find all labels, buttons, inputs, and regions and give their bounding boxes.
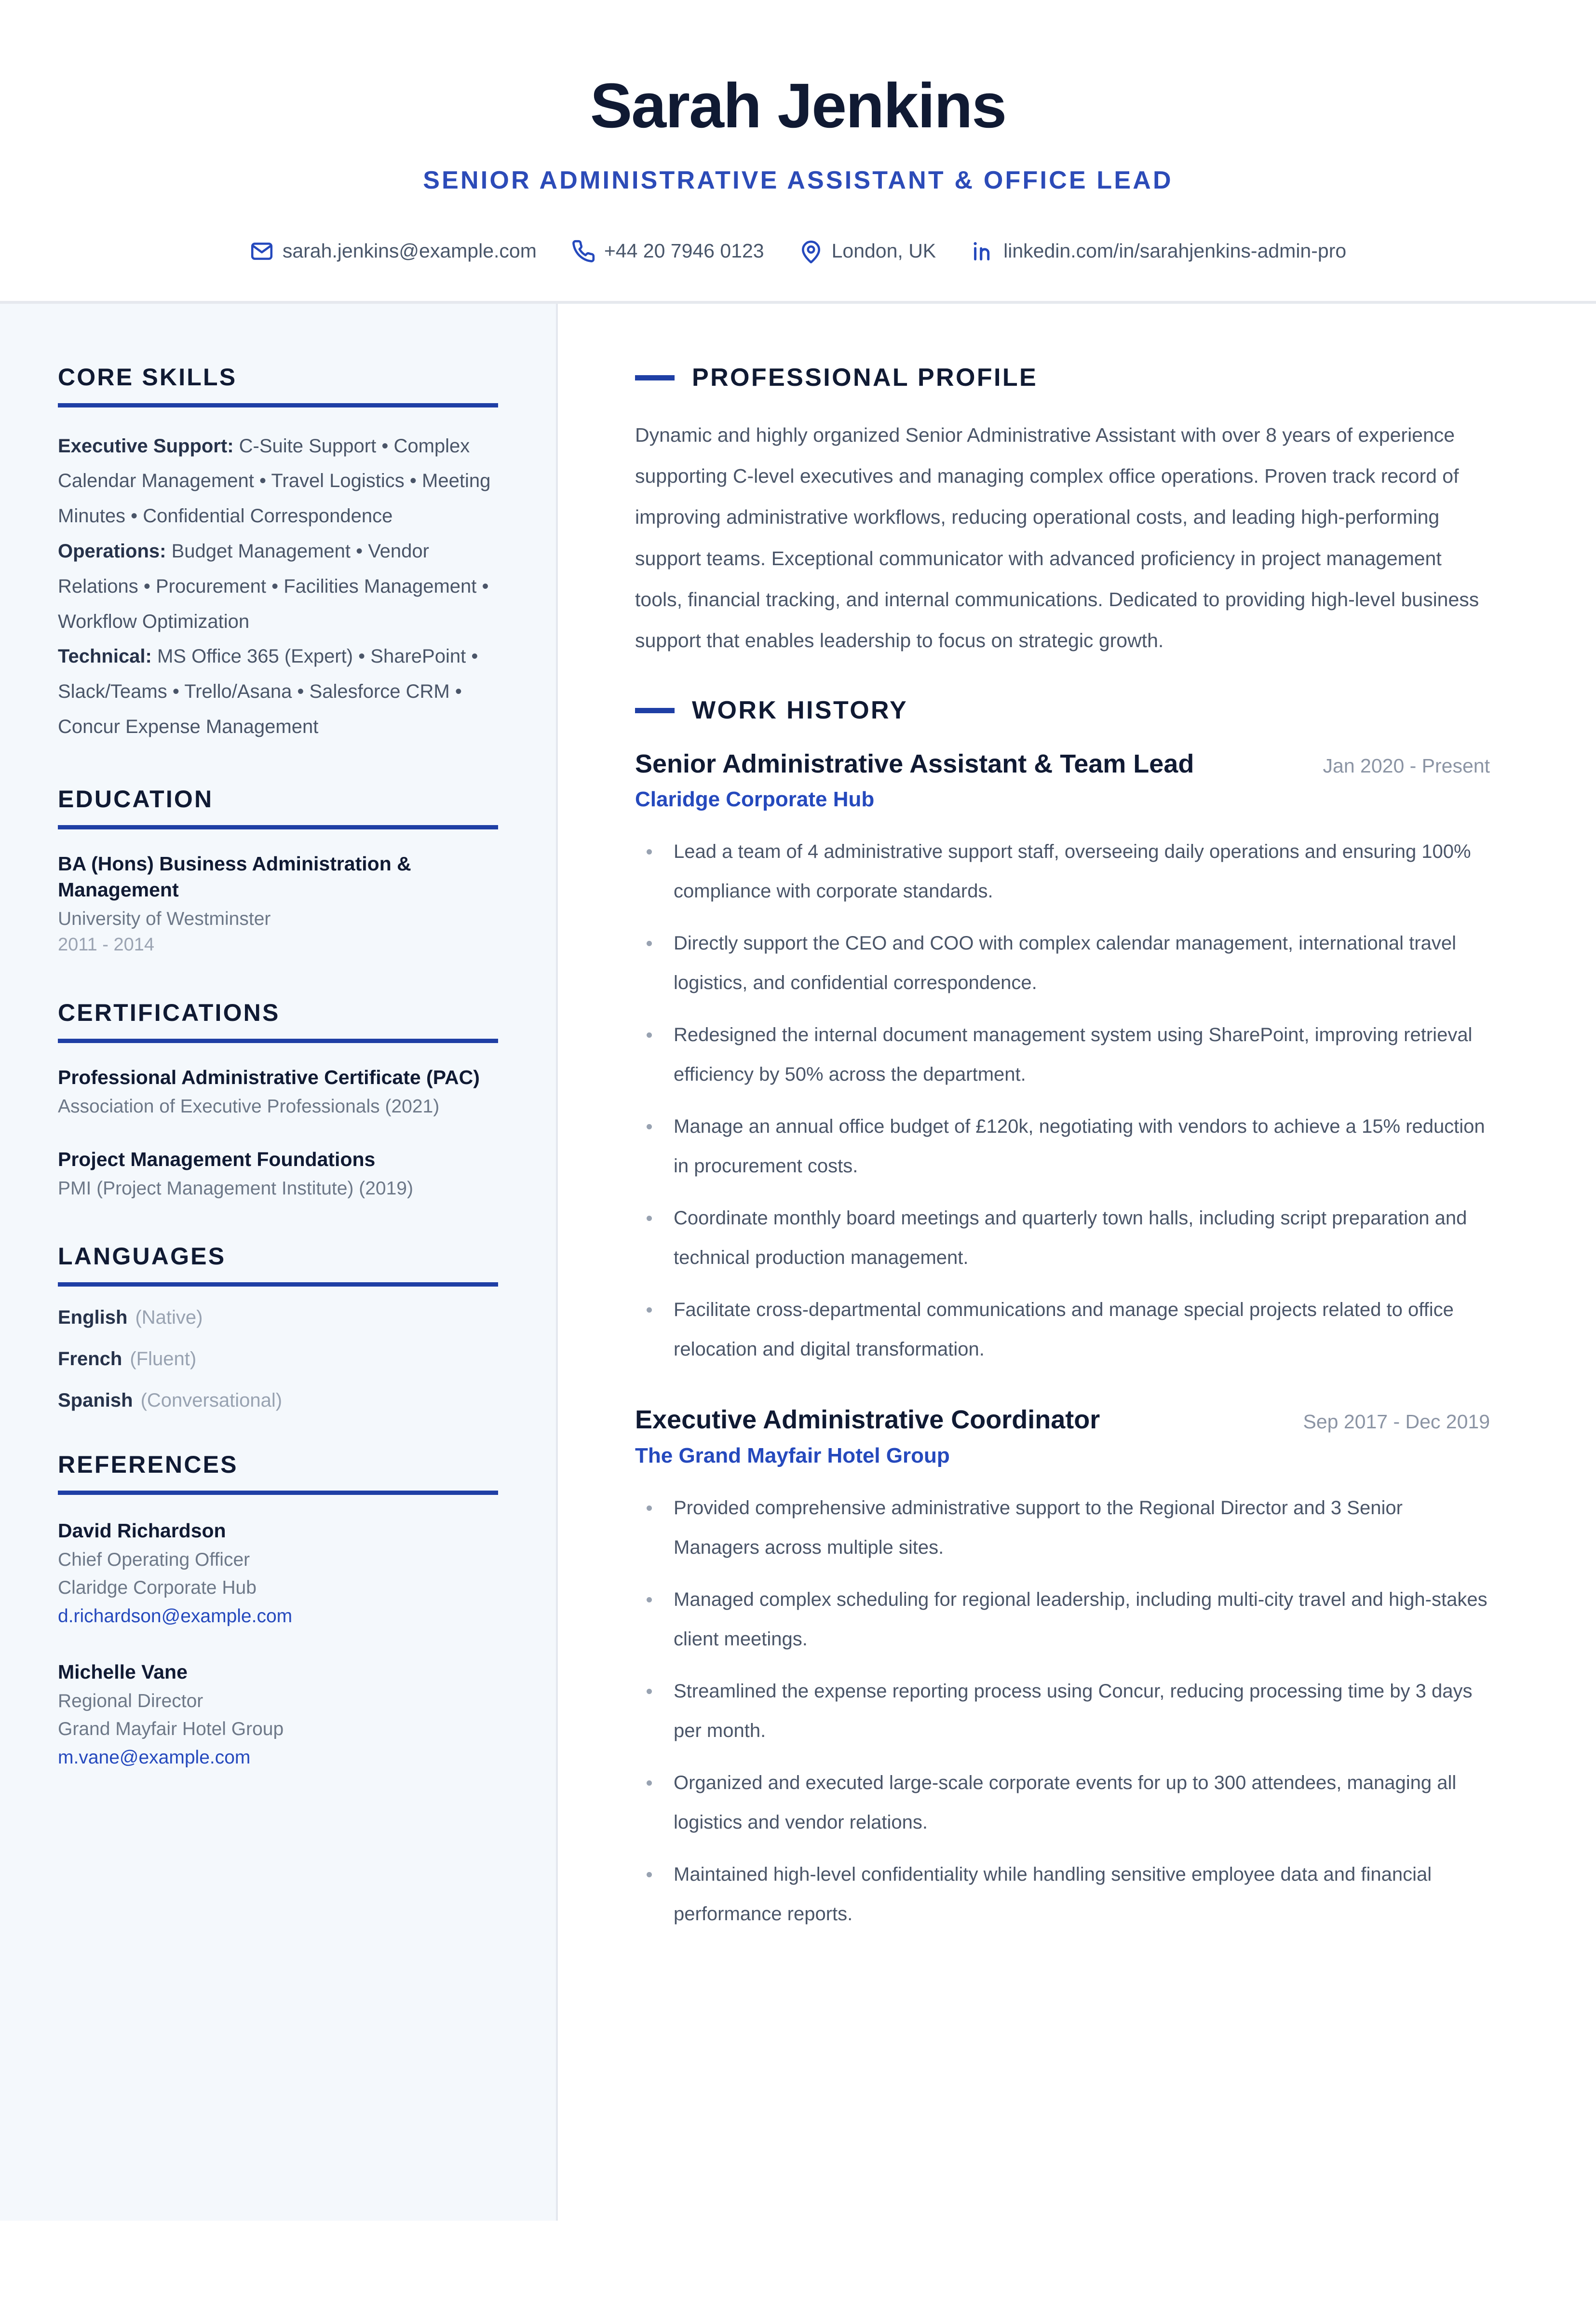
professional-profile-header: [635, 364, 1490, 392]
language-row: [58, 1349, 498, 1369]
certifications-heading: CERTIFICATIONS: [58, 999, 280, 1027]
core-skills-heading: CORE SKILLS: [58, 363, 237, 391]
references-heading: REFERENCES: [58, 1451, 238, 1479]
job-bullet: Manage an annual office budget of £120k, negotiating with vendors to achieve a 15% reduction in procurement costs.: [635, 1107, 1490, 1186]
contact-row: [58, 239, 1538, 263]
language-name: English: [58, 1307, 128, 1329]
job-bullet: Coordinate monthly board meetings and quarterly town halls, including script preparation and technical production management.: [635, 1198, 1490, 1277]
language-row: [58, 1308, 498, 1327]
dash-icon: [635, 708, 675, 713]
reference-company: Claridge Corporate Hub: [58, 1577, 257, 1599]
section-divider: [58, 1491, 498, 1495]
email-icon: [250, 239, 274, 263]
section-divider: [58, 1039, 498, 1043]
language-level: (Native): [135, 1307, 203, 1329]
education-heading: EDUCATION: [58, 785, 214, 813]
section-divider: [58, 825, 498, 829]
job-bullet: Facilitate cross-departmental communications and manage special projects related to office relocation and digital transformation.: [635, 1290, 1490, 1369]
reference-title: Chief Operating Officer: [58, 1549, 250, 1570]
contact-email-text: sarah.jenkins@example.com: [282, 240, 537, 262]
job-bullet: Managed complex scheduling for regional leadership, including multi-city travel and high-stakes client meetings.: [635, 1580, 1490, 1659]
skill-items: Budget Management • Vendor Relations • Procurement • Facilities Management • Workflow Optimization: [58, 540, 489, 632]
location-pin-icon: [799, 239, 823, 263]
job-bullet-list: [635, 832, 1490, 1369]
core-skills-text: [58, 429, 498, 745]
certification-issuer: PMI (Project Management Institute) (2019): [58, 1178, 413, 1199]
section-certifications: [58, 1000, 498, 1202]
job-bullet: Organized and executed large-scale corporate events for up to 300 attendees, managing all logistics and vendor relations.: [635, 1763, 1490, 1842]
contact-email[interactable]: [250, 239, 537, 263]
education-entry: [58, 851, 498, 959]
contact-linkedin-text: linkedin.com/in/sarahjenkins-admin-pro: [1003, 240, 1347, 262]
job-company: Claridge Corporate Hub: [635, 787, 875, 812]
phone-icon: [571, 239, 595, 263]
job-header: [635, 1404, 1490, 1436]
dash-icon: [635, 375, 675, 380]
job-bullet: Maintained high-level confidentiality while handling sensitive employee data and financial performance reports.: [635, 1855, 1490, 1934]
job-bullet: Directly support the CEO and COO with complex calendar management, international travel logistics, and confidential correspondence.: [635, 923, 1490, 1003]
job-bullet: Provided comprehensive administrative support to the Regional Director and 3 Senior Managers across multiple sites.: [635, 1488, 1490, 1567]
contact-location-text: London, UK: [831, 240, 936, 262]
section-professional-profile: [635, 364, 1490, 662]
certification-entry: [58, 1146, 498, 1202]
language-name: Spanish: [58, 1390, 133, 1411]
language-level: (Conversational): [140, 1390, 283, 1411]
contact-linkedin[interactable]: [971, 239, 1346, 263]
job-bullet: Streamlined the expense reporting process using Concur, reducing processing time by 3 days per month.: [635, 1671, 1490, 1750]
page-title: Sarah Jenkins: [590, 70, 1006, 141]
languages-heading: LANGUAGES: [58, 1243, 226, 1270]
job-dates: Sep 2017 - Dec 2019: [1303, 1411, 1490, 1433]
job-company: The Grand Mayfair Hotel Group: [635, 1444, 950, 1468]
skill-items: MS Office 365 (Expert) • SharePoint • Slack/Teams • Trello/Asana • Salesforce CRM • Concur Expense Management: [58, 646, 478, 737]
job-header: [635, 748, 1490, 780]
work-history-header: [635, 697, 1490, 724]
language-level: (Fluent): [130, 1348, 197, 1370]
skill-items: C-Suite Support • Complex Calendar Management • Travel Logistics • Meeting Minutes • Confidential Correspondence: [58, 435, 491, 527]
section-references: [58, 1451, 498, 1772]
certification-title: Project Management Foundations: [58, 1148, 376, 1170]
sidebar: [0, 304, 558, 2221]
job-entry: [635, 1404, 1490, 1934]
education-degree: BA (Hons) Business Administration & Management: [58, 852, 411, 901]
reference-company: Grand Mayfair Hotel Group: [58, 1719, 284, 1740]
job-bullet: Lead a team of 4 administrative support staff, overseeing daily operations and ensuring 100% compliance with corporate standards.: [635, 832, 1490, 911]
certification-title: Professional Administrative Certificate (PAC): [58, 1066, 480, 1089]
professional-profile-text: Dynamic and highly organized Senior Administrative Assistant with over 8 years of experience supporting C-level executives and managing complex office operations. Proven track record of improving administrative workflows, reducing operational costs, and leading high-performing support teams. Exceptional communicator with advanced proficiency in project management tools, financial tracking, and internal communications. Dedicated to providing high-level business support that enables leadership to focus on strategic growth.: [635, 423, 1479, 652]
certification-entry: [58, 1064, 498, 1120]
linkedin-icon: [971, 239, 995, 263]
reference-email[interactable]: m.vane@example.com: [58, 1747, 251, 1768]
section-education: [58, 786, 498, 959]
reference-name: David Richardson: [58, 1519, 226, 1542]
section-languages: [58, 1243, 498, 1410]
professional-profile-heading: PROFESSIONAL PROFILE: [692, 363, 1038, 392]
job-dates: Jan 2020 - Present: [1323, 754, 1490, 777]
work-history-heading: WORK HISTORY: [692, 696, 908, 725]
reference-email[interactable]: d.richardson@example.com: [58, 1605, 293, 1627]
resume-header: [0, 0, 1596, 304]
section-work-history: [635, 697, 1490, 1933]
language-name: French: [58, 1348, 122, 1370]
education-institution: University of Westminster: [58, 908, 271, 929]
education-dates: 2011 - 2014: [58, 935, 155, 955]
contact-phone-text: +44 20 7946 0123: [604, 240, 764, 262]
job-role: Senior Administrative Assistant & Team Lead: [635, 749, 1194, 778]
professional-tagline: SENIOR ADMINISTRATIVE ASSISTANT & OFFICE LEAD: [423, 166, 1173, 194]
reference-title: Regional Director: [58, 1690, 203, 1711]
skill-category-label: Operations:: [58, 540, 166, 562]
skill-category-label: Technical:: [58, 646, 152, 667]
reference-name: Michelle Vane: [58, 1661, 188, 1683]
section-core-skills: [58, 364, 498, 745]
resume-body: [0, 304, 1596, 2221]
contact-phone[interactable]: [571, 239, 764, 263]
certification-issuer: Association of Executive Professionals (2021): [58, 1096, 440, 1117]
reference-entry: [58, 1657, 498, 1772]
contact-location[interactable]: [799, 239, 936, 263]
job-role: Executive Administrative Coordinator: [635, 1405, 1100, 1435]
reference-entry: [58, 1516, 498, 1630]
job-entry: [635, 748, 1490, 1370]
language-row: [58, 1391, 498, 1410]
job-bullet-list: [635, 1488, 1490, 1934]
skill-category-label: Executive Support:: [58, 435, 234, 457]
main-column: [558, 304, 1596, 2221]
job-bullet: Redesigned the internal document management system using SharePoint, improving retrieval efficiency by 50% across the department.: [635, 1015, 1490, 1094]
section-divider: [58, 1282, 498, 1287]
section-divider: [58, 403, 498, 407]
